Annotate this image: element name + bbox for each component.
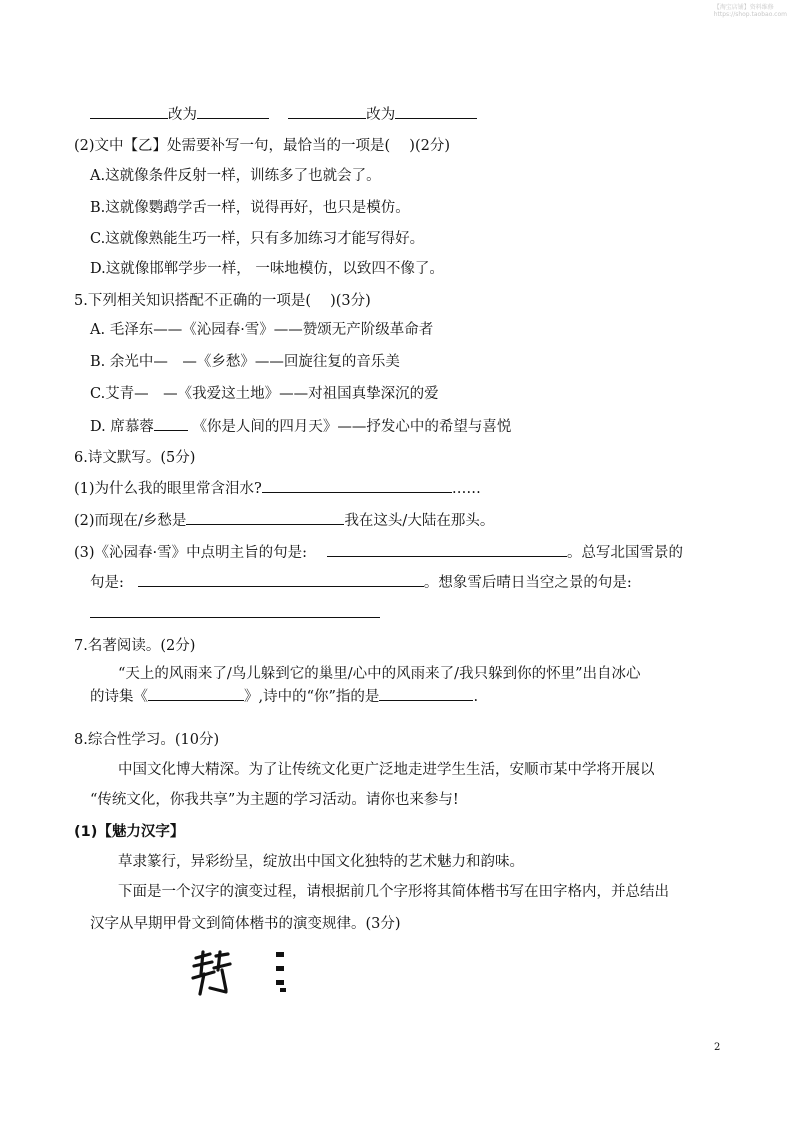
correction-row [90,104,477,125]
q5-option-d-author: D. 席慕蓉 [90,419,154,435]
q6-line2-suffix: 我在这头/大陆在那头。 [344,513,495,529]
blank[interactable] [90,104,168,119]
q4-2-stem: (2)文中【乙】处需要补写一句，最恰当的一项是( )(2分) [74,138,450,154]
watermark [714,4,787,18]
answer-blank[interactable] [262,478,452,493]
q6-line3-prompt: (3)《沁园春·雪》中点明主旨的句是: [74,545,308,561]
blank [154,416,188,431]
q6-line4 [90,572,632,593]
q6-line3 [74,542,683,563]
watermark-line1: 【淘宝店铺】资料维修 [713,4,774,11]
oracle-bone-glyph-image [190,948,234,1000]
q5-option-d [90,416,511,437]
watermark-line2: https://shop.taobao.com [713,11,787,18]
q6-line3-suffix: 。总写北国雪景的 [567,545,684,561]
gaiwei-label: 改为 [366,107,396,123]
q6-line1 [74,478,481,499]
answer-blank[interactable] [327,542,567,557]
q4-2-option-d: D.这就像邯郸学步一样， 一味地模仿，以致四不像了。 [90,261,444,277]
q4-2-option-a: A.这就像条件反射一样，训练多了也就会了。 [90,168,381,184]
q5-stem: 5.下列相关知识搭配不正确的一项是( )(3分) [74,293,371,309]
q8-paragraph2: “传统文化，你我共享”为主题的学习活动。请你也来参与! [90,792,459,808]
q6-line1-prompt: (1)为什么我的眼里常含泪水? [74,481,262,497]
answer-blank[interactable] [186,510,344,525]
answer-blank[interactable] [90,603,380,618]
q7-paragraph1: “天上的风雨来了/鸟儿躲到它的巢里/心中的风雨来了/我只躲到你的怀里”出自冰心 [118,666,641,682]
q8-sub1-line3: 汉字从早期甲骨文到简体楷书的演变规律。(3分) [90,916,401,932]
q5-option-a: A. 毛泽东——《沁园春·雪》——赞颂无产阶级革命者 [90,322,434,338]
answer-blank[interactable] [138,572,424,587]
blank[interactable] [288,104,366,119]
blank[interactable] [395,104,477,119]
answer-blank[interactable] [148,686,244,701]
q8-sub1-line2: 下面是一个汉字的演变过程，请根据前几个字形将其简体楷书写在田字格内，并总结出 [118,884,669,900]
q4-2-option-b: B.这就像鹦鹉学舌一样，说得再好，也只是模仿。 [90,200,410,216]
answer-blank[interactable] [379,686,473,701]
q6-line2-prompt: (2)而现在/乡愁是 [74,513,187,529]
q8-paragraph1: 中国文化博大精深。为了让传统文化更广泛地走进学生生活，安顺市某中学将开展以 [118,762,655,778]
q7-p2-prefix: 的诗集《 [90,689,148,705]
q7-paragraph2 [90,686,478,707]
seal-script-glyph-image [270,950,290,996]
q8-sub1-line1: 草隶篆行，异彩纷呈，绽放出中国文化独特的艺术魅力和韵味。 [118,854,524,870]
q8-sub1-title: (1)【魅力汉字】 [74,824,185,840]
page-number: 2 [714,1042,721,1053]
q5-option-c: C.艾青— —《我爱这土地》——对祖国真挚深沉的爱 [90,386,439,402]
q6-line4-suffix: 。想象雪后晴日当空之景的句是: [423,575,632,591]
q7-p2-suffix: . [473,689,479,705]
q7-stem: 7.名著阅读。(2分) [74,638,196,654]
blank[interactable] [197,104,269,119]
q4-2-option-c: C.这就像熟能生巧一样，只有多加练习才能写得好。 [90,231,425,247]
q7-p2-middle: 》,诗中的“你”指的是 [244,689,380,705]
q6-line5 [90,603,380,624]
gaiwei-label: 改为 [168,107,197,123]
q8-stem: 8.综合性学习。(10分) [74,732,220,748]
q6-line1-ellipsis: …… [451,481,481,497]
q6-line2 [74,510,494,531]
q6-stem: 6.诗文默写。(5分) [74,450,196,466]
q6-line4-prompt: 句是: [90,575,124,591]
q5-option-b: B. 余光中— —《乡愁》——回旋往复的音乐美 [90,354,400,370]
q5-option-d-rest: 《你是人间的四月天》——抒发心中的希望与喜悦 [192,419,512,435]
